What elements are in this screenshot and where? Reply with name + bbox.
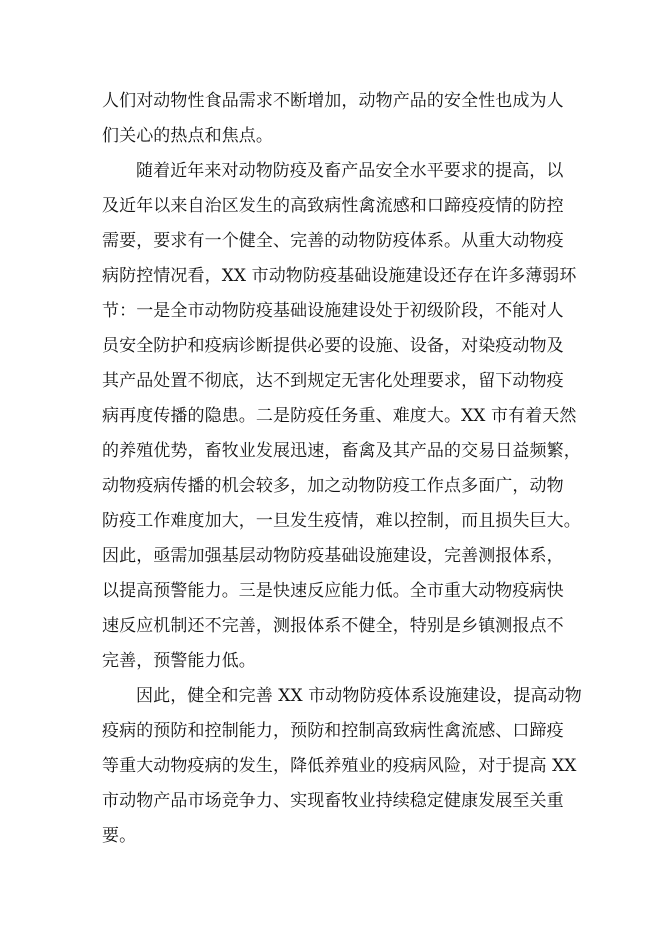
text-line: 随着近年来对动物防疫及畜产品安全水平要求的提高，以	[136, 161, 564, 181]
text-line: 需要，要求有一个健全、完善的动物防疫体系。从重大动物疫	[102, 231, 564, 251]
text-line: 以提高预警能力。三是快速反应能力低。全市重大动物疫病快	[102, 581, 564, 601]
text-line: 因此，亟需加强基层动物防疫基础设施建设，完善测报体系，	[102, 546, 564, 566]
text-line: 防疫工作难度加大，一旦发生疫情，难以控制，而且损失巨大。	[102, 511, 581, 531]
text-line: 员安全防护和疫病诊断提供必要的设施、设备，对染疫动物及	[102, 336, 564, 356]
text-line: 速反应机制还不完善，测报体系不健全，特别是乡镇测报点不	[102, 616, 564, 636]
text-line: 的养殖优势，畜牧业发展迅速，畜禽及其产品的交易日益频繁，	[102, 441, 581, 461]
paragraph-2	[102, 154, 581, 679]
text-line: 要。	[102, 826, 137, 846]
paragraph-1	[102, 84, 564, 154]
text-line: 完善，预警能力低。	[102, 651, 256, 671]
text-line: 动物疫病传播的机会较多，加之动物防疫工作点多面广，动物	[102, 476, 564, 496]
document-body	[102, 84, 582, 854]
text-line: 病再度传播的隐患。二是防疫任务重、难度大。XX 市有着天然	[102, 406, 577, 426]
text-line: 们关心的热点和焦点。	[102, 126, 273, 146]
text-line: 病防控情况看，XX 市动物防疫基础设施建设还存在许多薄弱环	[102, 266, 577, 286]
text-line: 疫病的预防和控制能力，预防和控制高致病性禽流感、口蹄疫	[102, 721, 564, 741]
text-line: 人们对动物性食品需求不断增加，动物产品的安全性也成为人	[102, 91, 564, 111]
text-line: 等重大动物疫病的发生，降低养殖业的疫病风险，对于提高 XX	[102, 756, 577, 776]
text-line: 市动物产品市场竞争力、实现畜牧业持续稳定健康发展至关重	[102, 791, 564, 811]
text-line: 其产品处置不彻底，达不到规定无害化处理要求，留下动物疫	[102, 371, 564, 391]
paragraph-3	[102, 679, 582, 854]
text-line: 因此，健全和完善 XX 市动物防疫体系设施建设，提高动物	[136, 686, 582, 706]
text-line: 及近年以来自治区发生的高致病性禽流感和口蹄疫疫情的防控	[102, 196, 564, 216]
text-line: 节：一是全市动物防疫基础设施建设处于初级阶段，不能对人	[102, 301, 564, 321]
